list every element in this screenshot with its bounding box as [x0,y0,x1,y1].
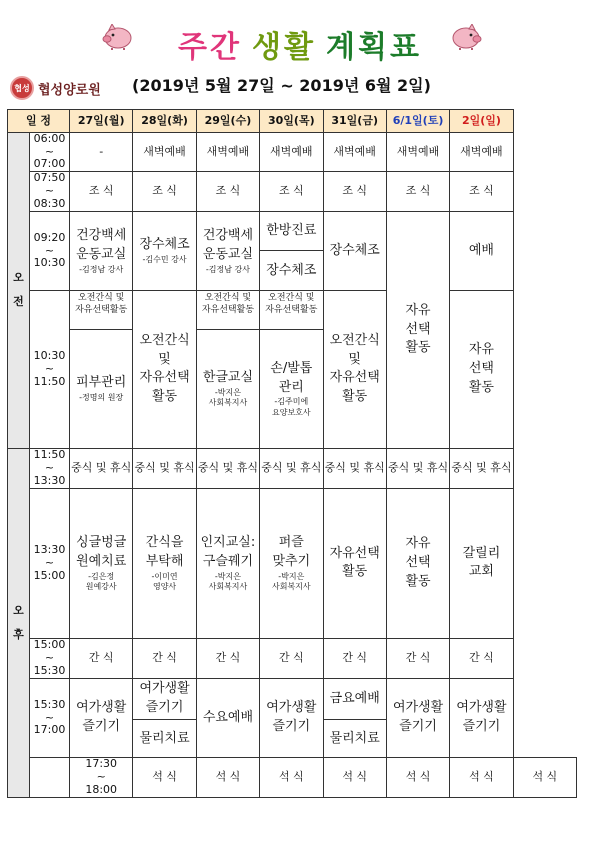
activity-cell: 여가생활 즐기기 물리치료 [133,678,196,757]
activity-cell: 석 식 [323,757,386,797]
activity-cell: 금요예배 물리치료 [323,678,386,757]
time-cell: 17:30 ~ 18:00 [70,757,133,797]
activity-cell: 간 식 [133,638,196,678]
day-header-wed: 29일(수) [196,110,259,133]
activity-cell: 자유 선택 활동 [386,211,449,448]
table-row [8,638,577,678]
logo-mark: 협성 [10,76,34,100]
activity-cell: - [70,133,133,172]
time-cell: 07:50 ~ 08:30 [30,171,70,211]
activity-cell: 중식 및 휴식 [323,448,386,488]
section-am: 오 전 [8,133,30,449]
day-header-tue: 28일(화) [133,110,196,133]
day-header-fri: 31일(금) [323,110,386,133]
activity-cell: 새벽예배 [450,133,513,172]
activity-cell: 중식 및 휴식 [133,448,196,488]
section-pm: 오 후 [8,448,30,797]
activity-cell: 오전간식 및 자유선택활동 한글교실 -박지은 사회복지사 [196,290,259,448]
activity-cell: 간 식 [450,638,513,678]
activity-cell: 장수체조 [323,211,386,290]
time-cell: 09:20 ~ 10:30 [30,211,70,290]
activity-cell: 조 식 [260,171,323,211]
title-part-1: 주간 [178,30,243,65]
activity-cell: 석 식 [196,757,259,797]
activity-cell: 새벽예배 [133,133,196,172]
activity-cell: 오전간식 및 자유선택 활동 [133,290,196,448]
activity-cell: 간 식 [386,638,449,678]
activity-cell: 자유 선택 활동 [450,290,513,448]
activity-cell: 간 식 [260,638,323,678]
time-cell: 15:30 ~ 17:00 [30,678,70,757]
activity-cell: 조 식 [386,171,449,211]
activity-cell: 중식 및 휴식 [70,448,133,488]
activity-cell: 인지교실: 구슬꿰기 -박지은 사회복지사 [196,488,259,638]
activity-cell: 조 식 [133,171,196,211]
activity-cell: 간 식 [323,638,386,678]
activity-cell: 조 식 [450,171,513,211]
activity-cell: 건강백세 운동교실 -김정남 강사 [70,211,133,290]
organization-name: 협성양로원 [38,82,101,98]
activity-cell: 석 식 [133,757,196,797]
activity-cell: 석 식 [450,757,513,797]
activity-cell: 석 식 [513,757,576,797]
activity-cell: 오전간식 및 자유선택활동 손/발톱 관리 -김주미에 요양보호사 [260,290,323,448]
activity-cell: 석 식 [386,757,449,797]
table-row [8,171,577,211]
organization-logo [10,76,101,100]
time-cell: 11:50 ~ 13:30 [30,448,70,488]
activity-cell: 퍼즐 맞추기 -박지은 사회복지사 [260,488,323,638]
activity-cell: 여가생활 즐기기 [386,678,449,757]
weekly-schedule-table [7,109,577,798]
activity-cell: 석 식 [260,757,323,797]
table-row [8,678,577,757]
title-part-2: 생활 [252,30,316,65]
activity-cell: 싱글벙글 원예치료 -김은정 원예강사 [70,488,133,638]
activity-cell: 조 식 [70,171,133,211]
table-row [8,448,577,488]
activity-cell: 수요예배 [196,678,259,757]
activity-cell: 중식 및 휴식 [450,448,513,488]
activity-cell: 여가생활 즐기기 [450,678,513,757]
table-row [8,290,577,448]
schedule-header: 일 정 [8,110,70,133]
activity-cell: 중식 및 휴식 [386,448,449,488]
table-row [8,488,577,638]
activity-cell: 중식 및 휴식 [196,448,259,488]
table-row [8,211,577,290]
activity-cell: 새벽예배 [260,133,323,172]
activity-cell: 한방진료 장수체조 [260,211,323,290]
activity-cell: 장수체조 -김수민 강사 [133,211,196,290]
time-cell: 13:30 ~ 15:00 [30,488,70,638]
day-header-thu: 30일(목) [260,110,323,133]
header-row [8,110,577,133]
day-header-mon: 27일(월) [70,110,133,133]
activity-cell: 중식 및 휴식 [260,448,323,488]
activity-cell: 간 식 [70,638,133,678]
title-part-3: 계획표 [325,30,422,65]
activity-cell: 조 식 [196,171,259,211]
time-cell: 06:00 ~ 07:00 [30,133,70,172]
activity-cell: 건강백세 운동교실 -김정남 강사 [196,211,259,290]
activity-cell: 자유선택 활동 [323,488,386,638]
activity-cell: 오전간식 및 자유선택 활동 [323,290,386,448]
activity-cell: 새벽예배 [196,133,259,172]
activity-cell: 조 식 [323,171,386,211]
time-cell: 15:00 ~ 15:30 [30,638,70,678]
section-blank-cell [30,757,70,797]
day-header-sat: 6/1일(토) [386,110,449,133]
activity-cell: 오전간식 및 자유선택활동 피부관리 -정명의 원장 [70,290,133,448]
pig-icon [100,24,134,50]
activity-cell: 여가생활 즐기기 [70,678,133,757]
activity-cell: 간식을 부탁해 -이미연 영양사 [133,488,196,638]
pig-icon [450,24,484,50]
activity-cell: 새벽예배 [386,133,449,172]
activity-cell: 간 식 [196,638,259,678]
activity-cell: 갈릴리 교회 [450,488,513,638]
activity-cell: 새벽예배 [323,133,386,172]
schedule-period: (2019년 5월 27일 ~ 2019년 6월 2일) [132,76,431,95]
time-cell: 10:30 ~ 11:50 [30,290,70,448]
activity-cell: 여가생활 즐기기 [260,678,323,757]
table-row [8,757,577,797]
table-row [8,133,577,172]
activity-cell: 자유 선택 활동 [386,488,449,638]
day-header-sun: 2일(일) [450,110,513,133]
page-title [0,22,600,66]
activity-cell: 예배 [450,211,513,290]
